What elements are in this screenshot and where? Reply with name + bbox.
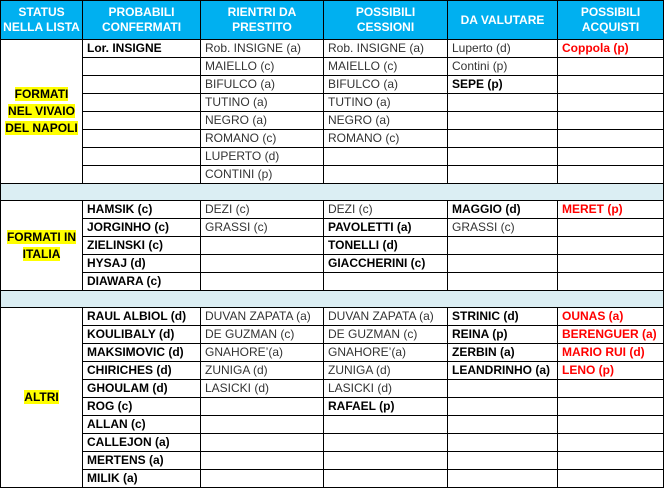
- header-acquisti: POSSIBILI ACQUISTI: [558, 1, 664, 40]
- table-cell: DEZI (c): [201, 201, 324, 219]
- table-cell: GHOULAM (d): [83, 380, 201, 398]
- table-cell: [201, 273, 324, 291]
- table-cell: ZERBIN (a): [448, 344, 558, 362]
- table-cell: [83, 166, 201, 184]
- table-cell: [558, 470, 664, 488]
- table-cell: ROMANO (c): [201, 130, 324, 148]
- table-cell: [201, 398, 324, 416]
- table-cell: Luperto (d): [448, 40, 558, 58]
- table-cell: HYSAJ (d): [83, 255, 201, 273]
- table-cell: [448, 273, 558, 291]
- table-cell: Coppola (p): [558, 40, 664, 58]
- header-row: [1, 1, 664, 40]
- status-cell: [1, 201, 83, 291]
- table-cell: [324, 416, 448, 434]
- table-cell: BERENGUER (a): [558, 326, 664, 344]
- table-row: [1, 326, 664, 344]
- table-cell: [558, 237, 664, 255]
- table-cell: MAGGIO (d): [448, 201, 558, 219]
- table-cell: [83, 148, 201, 166]
- table-cell: Lor. INSIGNE: [83, 40, 201, 58]
- table-cell: MERET (p): [558, 201, 664, 219]
- table-cell: LASICKI (d): [201, 380, 324, 398]
- table-cell: LEANDRINHO (a): [448, 362, 558, 380]
- table-cell: MAIELLO (c): [324, 58, 448, 76]
- table-row: [1, 76, 664, 94]
- table-cell: OUNAS (a): [558, 308, 664, 326]
- table-row: [1, 237, 664, 255]
- table-cell: [448, 380, 558, 398]
- header-valutare: DA VALUTARE: [448, 1, 558, 40]
- table-cell: [324, 470, 448, 488]
- table-cell: JORGINHO (c): [83, 219, 201, 237]
- table-cell: DUVAN ZAPATA (a): [201, 308, 324, 326]
- table-cell: LUPERTO (d): [201, 148, 324, 166]
- table-cell: [448, 416, 558, 434]
- table-cell: [558, 273, 664, 291]
- table-row: [1, 130, 664, 148]
- status-cell: [1, 308, 83, 488]
- status-label: ALTRI: [24, 390, 59, 404]
- table-cell: LENO (p): [558, 362, 664, 380]
- status-label: FORMATI NEL VIVAIO DEL NAPOLI: [5, 87, 78, 135]
- table-cell: NEGRO (a): [324, 112, 448, 130]
- table-row: [1, 344, 664, 362]
- table-cell: [201, 434, 324, 452]
- table-row: [1, 112, 664, 130]
- table-cell: DE GUZMAN (c): [201, 326, 324, 344]
- table-cell: [558, 130, 664, 148]
- table-cell: LASICKI (d): [324, 380, 448, 398]
- table-cell: [201, 416, 324, 434]
- section-separator: [1, 291, 664, 308]
- table-cell: [83, 130, 201, 148]
- table-cell: [324, 148, 448, 166]
- table-cell: [448, 398, 558, 416]
- table-cell: [83, 94, 201, 112]
- table-row: [1, 273, 664, 291]
- table-cell: GRASSI (c): [201, 219, 324, 237]
- table-cell: [448, 237, 558, 255]
- table-cell: SEPE (p): [448, 76, 558, 94]
- table-row: [1, 470, 664, 488]
- table-row: [1, 166, 664, 184]
- table-row: [1, 255, 664, 273]
- table-cell: [558, 434, 664, 452]
- table-row: [1, 416, 664, 434]
- table-cell: [558, 219, 664, 237]
- table-cell: [201, 237, 324, 255]
- table-cell: MERTENS (a): [83, 452, 201, 470]
- table-row: [1, 398, 664, 416]
- table-cell: [558, 452, 664, 470]
- table-cell: Rob. INSIGNE (a): [201, 40, 324, 58]
- table-cell: GRASSI (c): [448, 219, 558, 237]
- table-cell: [324, 452, 448, 470]
- table-cell: ROG (c): [83, 398, 201, 416]
- table-cell: GIACCHERINI (c): [324, 255, 448, 273]
- table-row: [1, 362, 664, 380]
- table-cell: STRINIC (d): [448, 308, 558, 326]
- table-row: [1, 201, 664, 219]
- header-confermati: PROBABILI CONFERMATI: [83, 1, 201, 40]
- table-cell: [558, 148, 664, 166]
- table-cell: DUVAN ZAPATA (a): [324, 308, 448, 326]
- table-cell: REINA (p): [448, 326, 558, 344]
- table-cell: BIFULCO (a): [324, 76, 448, 94]
- table-cell: [324, 434, 448, 452]
- table-cell: [83, 76, 201, 94]
- table-cell: [448, 148, 558, 166]
- table-cell: [448, 130, 558, 148]
- separator-cell: [1, 291, 664, 308]
- table-row: [1, 148, 664, 166]
- table-cell: CALLEJON (a): [83, 434, 201, 452]
- table-cell: MARIO RUI (d): [558, 344, 664, 362]
- table-cell: DE GUZMAN (c): [324, 326, 448, 344]
- table-row: [1, 452, 664, 470]
- table-cell: [448, 166, 558, 184]
- table-cell: GNAHORE’(a): [201, 344, 324, 362]
- table-cell: CHIRICHES (d): [83, 362, 201, 380]
- table-cell: RAUL ALBIOL (d): [83, 308, 201, 326]
- table-cell: TUTINO (a): [324, 94, 448, 112]
- table-cell: TUTINO (a): [201, 94, 324, 112]
- table-cell: [201, 255, 324, 273]
- table-cell: [448, 255, 558, 273]
- table-cell: [83, 112, 201, 130]
- table-cell: RAFAEL (p): [324, 398, 448, 416]
- table-cell: [558, 416, 664, 434]
- table-cell: ROMANO (c): [324, 130, 448, 148]
- table-row: [1, 94, 664, 112]
- table-row: [1, 58, 664, 76]
- table-row: [1, 380, 664, 398]
- table-cell: ALLAN (c): [83, 416, 201, 434]
- table-cell: [448, 470, 558, 488]
- table-cell: [448, 452, 558, 470]
- table-cell: ZUNIGA (d): [324, 362, 448, 380]
- table-cell: [558, 255, 664, 273]
- table-row: [1, 219, 664, 237]
- table-cell: [201, 452, 324, 470]
- table-cell: TONELLI (d): [324, 237, 448, 255]
- table-cell: ZUNIGA (d): [201, 362, 324, 380]
- header-rientri: RIENTRI DA PRESTITO: [201, 1, 324, 40]
- table-row: [1, 308, 664, 326]
- header-status: STATUS NELLA LISTA: [1, 1, 83, 40]
- table-cell: DIAWARA (c): [83, 273, 201, 291]
- table-cell: [558, 58, 664, 76]
- table-cell: HAMSIK (c): [83, 201, 201, 219]
- table-cell: NEGRO (a): [201, 112, 324, 130]
- table-cell: BIFULCO (a): [201, 76, 324, 94]
- table-cell: KOULIBALY (d): [83, 326, 201, 344]
- table-row: [1, 40, 664, 58]
- table-cell: [201, 470, 324, 488]
- table-cell: DEZI (c): [324, 201, 448, 219]
- status-label: FORMATI IN ITALIA: [6, 229, 77, 261]
- table-cell: ZIELINSKI (c): [83, 237, 201, 255]
- table-cell: MILIK (a): [83, 470, 201, 488]
- section-separator: [1, 184, 664, 201]
- table-cell: CONTINI (p): [201, 166, 324, 184]
- header-cessioni: POSSIBILI CESSIONI: [324, 1, 448, 40]
- table-cell: [448, 434, 558, 452]
- table-cell: [558, 76, 664, 94]
- separator-cell: [1, 184, 664, 201]
- table-cell: [448, 112, 558, 130]
- table-cell: [558, 112, 664, 130]
- table-cell: [558, 380, 664, 398]
- table-cell: [558, 94, 664, 112]
- table-cell: [324, 273, 448, 291]
- table-cell: [558, 166, 664, 184]
- table-cell: [448, 94, 558, 112]
- table-cell: [558, 398, 664, 416]
- table-cell: [83, 58, 201, 76]
- table-cell: Rob. INSIGNE (a): [324, 40, 448, 58]
- status-cell: [1, 40, 83, 184]
- table-cell: MAKSIMOVIC (d): [83, 344, 201, 362]
- table-cell: [324, 166, 448, 184]
- table-cell: MAIELLO (c): [201, 58, 324, 76]
- table-row: [1, 434, 664, 452]
- table-cell: PAVOLETTI (a): [324, 219, 448, 237]
- table-cell: Contini (p): [448, 58, 558, 76]
- table-cell: GNAHORE’(a): [324, 344, 448, 362]
